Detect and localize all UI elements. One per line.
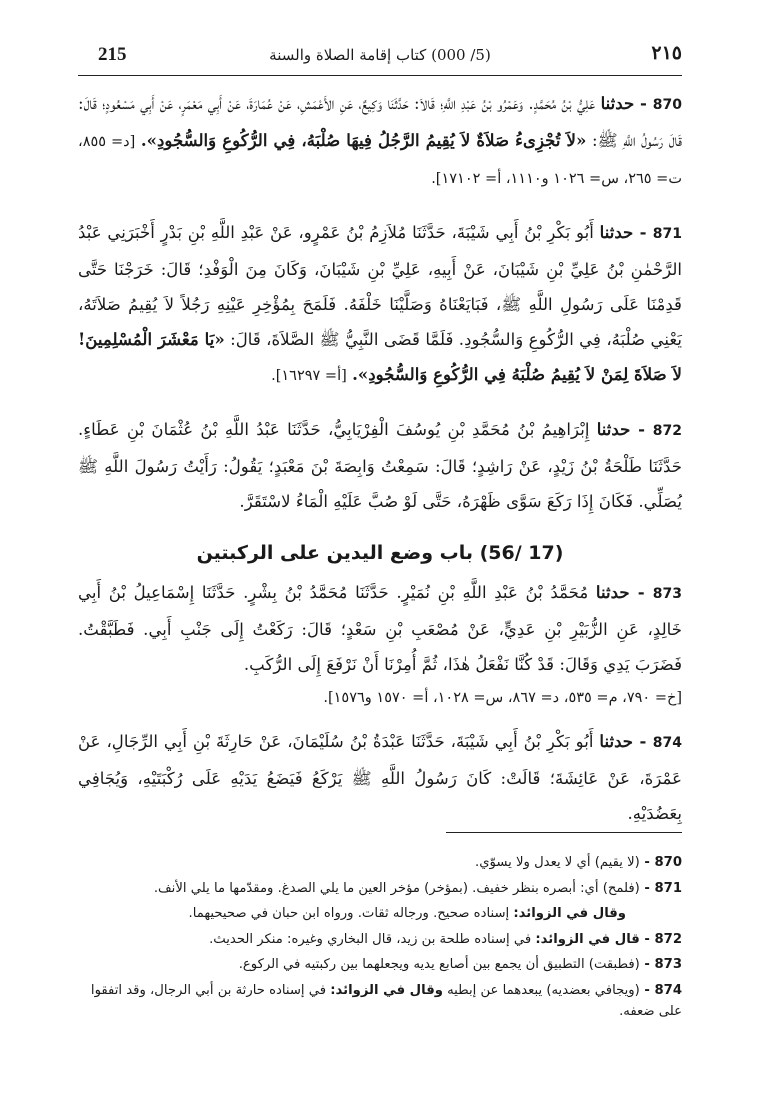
hadith-opening: حدثنا bbox=[595, 582, 630, 602]
footnote-number: 870 bbox=[654, 855, 682, 870]
hadith-number: 870 bbox=[652, 97, 682, 113]
hadith-opening: حدثنا bbox=[599, 222, 634, 242]
hadith-references: [خ= ٧٩٠، م= ٥٣٥، د= ٨٦٧، س= ١٠٢٨، أ= ١٥٧٠ و١٥٧٦]. bbox=[323, 690, 682, 706]
hadith-opening: حدثنا bbox=[596, 419, 631, 439]
footnote-text: إسناده صحيح. ورجاله ثقات. ورواه ابن حبان في صحيحيهما. bbox=[188, 906, 510, 921]
hadith-text: إِبْرَاهِيمُ بْنُ مُحَمَّدِ بْنِ يُوسُفَ الْفِرْيَابِيُّ، حَدَّثَنَا عَبْدُ اللَّهِ بْنُ عُثْمَانَ بْنِ عَطَاءٍ. حَدَّثَنَا طَلْحَةُ بْنُ زَيْدٍ، عَنْ رَاشِدٍ؛ قَالَ: سَمِعْتُ وَابِصَةَ بْنَ مَعْبَدٍ؛ يَقُولُ: رَأَيْتُ رَسُولَ اللَّهِ ﷺ يُصَلِّي. فَكَانَ إِذَا رَكَعَ سَوَّى ظَهْرَهُ، حَتَّى لَوْ صُبَّ عَلَيْهِ الْمَاءُ لاسْتَقَرَّ. bbox=[78, 420, 682, 511]
hadith-text: أَبُو بَكْرِ بْنُ أَبِي شَيْبَةَ، حَدَّثَنَا مُلاَزِمُ بْنُ عَمْرٍو، عَنْ عَبْدِ اللَّهِ بْنِ بَدْرٍ أَخْبَرَنِي عَبْدُ الرَّحْمٰنِ بْنُ عَلِيِّ بْنِ شَيْبَانَ، عَنْ أَبِيهِ، عَلِيِّ بْنِ شَيْبَانَ، وَكَانَ مِنَ الْوَفْدِ؛ قَالَ: خَرَجْنَا حَتَّى قَدِمْنَا عَلَى رَسُولِ اللَّهِ ﷺ، فَبَايَعْنَاهُ وَصَلَّيْنَا خَلْفَهُ. فَلَمَحَ بِمُؤْخِرِ عَيْنِهِ رَجُلاً لاَ يُقِيمُ صَلاَتَهُ، يَعْنِي صُلْبَهُ، فِي الرُّكُوعِ وَالسُّجُودِ. فَلَمَّا قَضَى النَّبِيُّ ﷺ الصَّلاَةَ، قَالَ: bbox=[78, 223, 683, 349]
footnotes bbox=[78, 852, 682, 1027]
hadith-references: [أ= ١٦٢٩٧]. bbox=[271, 368, 347, 384]
main-text bbox=[78, 86, 682, 849]
hadith-opening: حدثنا bbox=[599, 731, 634, 751]
hadith-number: 872 bbox=[652, 423, 682, 439]
hadith-873: 873 - حدثنا مُحَمَّدُ بْنُ عَبْدِ اللَّهِ بْنِ نُمَيْرٍ. حَدَّثَنَا مُحَمَّدُ بْنُ بِشْرٍ. حَدَّثَنَا إِسْمَاعِيلُ بْنُ أَبِي خَالِدٍ، عَنِ الزُّبَيْرِ بْنِ عَدِيٍّ، عَنْ مُصْعَبِ بْنِ سَعْدٍ؛ قَالَ: رَكَعْتُ إِلَى جَنْبِ أَبِي. فَطَبَّقْتُ. فَضَرَبَ يَدِي وَقَالَ: قَدْ كُنَّا نَفْعَلُ هٰذَا، ثُمَّ أُمِرْنَا أَنْ نَرْفَعَ إِلَى الرُّكَبِ. bbox=[78, 582, 682, 674]
hadith-number: 873 bbox=[652, 586, 682, 602]
hadith-870: 870 - حدثنا عَلِيُّ بْنُ مُحَمَّدٍ. وَعَمْرُو بْنُ عَبْدِ اللَّهِ؛ قَالاَ: حَدَّثَنَا وَكِيعٌ، عَنِ الأَعْمَشِ، عَنْ عُمَارَةَ، عَنْ أَبِي مَعْمَرٍ، عَنْ أَبِي مَسْعُودٍ؛ قَالَ: قَالَ رَسُولُ اللَّهِ ﷺ: «لاَ تُجْزِىءُ صَلاَةٌ لاَ يُقِيمُ الرَّجُلُ فِيهَا صُلْبَهُ، فِي الرُّكُوعِ وَالسُّجُودِ». [د= ٨٥٥، ت= ٢٦٥، س= ١٠٢٦ و١١١٠، أ= ١٧١٠٢]. bbox=[78, 93, 683, 187]
footnote-label: وقال في الزوائد: bbox=[513, 906, 626, 921]
hadith-number: 871 bbox=[652, 226, 683, 242]
footnote-text: في إسناده طلحة بن زيد، قال البخاري وغيره: منكر الحديث. bbox=[209, 931, 532, 947]
hadith-text: أَبُو بَكْرِ بْنُ أَبِي شَيْبَةَ، حَدَّثَنَا عَبْدَةُ بْنُ سُلَيْمَانَ، عَنْ حَارِثَةَ بْنِ أَبِي الرِّجَالِ، عَنْ عَمْرَةَ، عَنْ عَائِشَةَ؛ قَالَتْ: كَانَ رَسُولُ اللَّهِ ﷺ يَرْكَعُ فَيَضَعُ يَدَيْهِ عَلَى رُكْبَتَيْهِ، وَيُجَافِي بِعَضُدَيْهِ. bbox=[78, 732, 682, 823]
hadith-text: عَلِيُّ بْنُ مُحَمَّدٍ. وَعَمْرُو بْنُ عَبْدِ اللَّهِ؛ قَالاَ: حَدَّثَنَا وَكِيعٌ، عَنِ الأَعْمَشِ، عَنْ عُمَارَةَ، عَنْ أَبِي مَعْمَرٍ، عَنْ أَبِي مَسْعُودٍ؛ قَالَ: قَالَ رَسُولُ اللَّهِ ﷺ: bbox=[78, 94, 683, 150]
footnote-text: (فلمح) أي: أبصره بنظر خفيف. (بمؤخر) مؤخر العين ما يلي الصدغ. ومقدّمها ما يلي الأنف. bbox=[153, 880, 640, 896]
running-header bbox=[78, 36, 682, 76]
footnote-number: 872 bbox=[654, 931, 682, 947]
hadith-number: 874 bbox=[652, 735, 682, 751]
footnote-text: (لا يقيم) أي لا يعدل ولا يسوّي. bbox=[475, 855, 640, 870]
footnote-number: 871 bbox=[654, 880, 682, 896]
footnote-text: (فطبقت) التطبيق أن يجمع بين أصابع يديه ويجعلهما بين ركبتيه في الركوع. bbox=[238, 957, 640, 972]
footnote-873: 873 - (فطبقت) التطبيق أن يجمع بين أصابع يديه ويجعلهما بين ركبتيه في الركوع. bbox=[238, 957, 682, 972]
footnote-text: (ويجافي بعضديه) يبعدهما عن إبطيه bbox=[447, 982, 640, 998]
hadith-opening: حدثنا bbox=[600, 93, 635, 113]
hadith-871: 871 - حدثنا أَبُو بَكْرِ بْنُ أَبِي شَيْبَةَ، حَدَّثَنَا مُلاَزِمُ بْنُ عَمْرٍو، عَنْ عَبْدِ اللَّهِ بْنِ بَدْرٍ أَخْبَرَنِي عَبْدُ الرَّحْمٰنِ بْنُ عَلِيِّ بْنِ شَيْبَانَ، عَنْ أَبِيهِ، عَلِيِّ بْنِ شَيْبَانَ، وَكَانَ مِنَ الْوَفْدِ؛ قَالَ: خَرَجْنَا حَتَّى قَدِمْنَا عَلَى رَسُولِ اللَّهِ ﷺ، فَبَايَعْنَاهُ وَصَلَّيْنَا خَلْفَهُ. فَلَمَحَ بِمُؤْخِرِ عَيْنِهِ رَجُلاً لاَ يُقِيمُ صَلاَتَهُ، يَعْنِي صُلْبَهُ، فِي الرُّكُوعِ وَالسُّجُودِ. فَلَمَّا قَضَى النَّبِيُّ ﷺ الصَّلاَةَ، قَالَ: «يَا مَعْشَرَ الْمُسْلِمِينَ! لاَ صَلاَةَ لِمَنْ لاَ يُقِيمُ صُلْبَهُ فِي الرُّكُوعِ وَالسُّجُودِ». [أ= ١٦٢٩٧]. bbox=[78, 222, 683, 384]
page-number-arabic: ٢١٥ bbox=[651, 42, 682, 64]
prophetic-saying: «يَا مَعْشَرَ الْمُسْلِمِينَ! لاَ صَلاَةَ لِمَنْ لاَ يُقِيمُ صُلْبَهُ فِي الرُّكُوعِ وَالسُّجُودِ». bbox=[78, 329, 682, 384]
footnote-text-2: في إسناده حارثة بن أبي الرجال، وقد اتفقوا على ضعفه. bbox=[90, 982, 682, 1019]
running-title: (5/ 000) كتاب إقامة الصلاة والسنة bbox=[269, 46, 491, 64]
footnote-871-zawaid bbox=[78, 903, 682, 925]
hadith-text: مُحَمَّدُ بْنُ عَبْدِ اللَّهِ بْنِ نُمَيْرٍ. حَدَّثَنَا مُحَمَّدُ بْنُ بِشْرٍ. حَدَّثَنَا إِسْمَاعِيلُ بْنُ أَبِي خَالِدٍ، عَنِ الزُّبَيْرِ بْنِ عَدِيٍّ، عَنْ مُصْعَبِ بْنِ سَعْدٍ؛ قَالَ: رَكَعْتُ إِلَى جَنْبِ أَبِي. فَطَبَّقْتُ. فَضَرَبَ يَدِي وَقَالَ: قَدْ كُنَّا نَفْعَلُ هٰذَا، ثُمَّ أُمِرْنَا أَنْ نَرْفَعَ إِلَى الرُّكَبِ. bbox=[78, 583, 682, 674]
footnote-874: 874 - (ويجافي بعضديه) يبعدهما عن إبطيه وقال في الزوائد: في إسناده حارثة بن أبي الرجال، وقد اتفقوا على ضعفه. bbox=[90, 982, 682, 1019]
hadith-references: [د= ٨٥٥، ت= ٢٦٥، س= ١٠٢٦ و١١١٠، أ= ١٧١٠٢]. bbox=[78, 134, 682, 187]
footnote-label: قال في الزوائد: bbox=[535, 931, 640, 947]
header-rule bbox=[78, 75, 682, 76]
footnote-number: 873 bbox=[654, 957, 682, 972]
footnote-872: 872 - قال في الزوائد: في إسناده طلحة بن زيد، قال البخاري وغيره: منكر الحديث. bbox=[209, 931, 682, 947]
footnote-870: 870 - (لا يقيم) أي لا يعدل ولا يسوّي. bbox=[475, 855, 682, 870]
footnote-rule bbox=[446, 832, 682, 833]
chapter-heading: (17 /56) باب وضع اليدين على الركبتين bbox=[196, 542, 564, 564]
page-number-latin: 215 bbox=[98, 44, 127, 65]
footnote-label: وقال في الزوائد: bbox=[330, 982, 443, 998]
footnote-871: 871 - (فلمح) أي: أبصره بنظر خفيف. (بمؤخر) مؤخر العين ما يلي الصدغ. ومقدّمها ما يلي الأنف. bbox=[153, 880, 682, 896]
prophetic-saying: «لاَ تُجْزِىءُ صَلاَةٌ لاَ يُقِيمُ الرَّجُلُ فِيهَا صُلْبَهُ، فِي الرُّكُوعِ وَالسُّجُودِ». bbox=[140, 130, 587, 150]
footnote-number: 874 bbox=[654, 982, 682, 998]
hadith-872: 872 - حدثنا إِبْرَاهِيمُ بْنُ مُحَمَّدِ بْنِ يُوسُفَ الْفِرْيَابِيُّ، حَدَّثَنَا عَبْدُ اللَّهِ بْنُ عُثْمَانَ بْنِ عَطَاءٍ. حَدَّثَنَا طَلْحَةُ بْنُ زَيْدٍ، عَنْ رَاشِدٍ؛ قَالَ: سَمِعْتُ وَابِصَةَ بْنَ مَعْبَدٍ؛ يَقُولُ: رَأَيْتُ رَسُولَ اللَّهِ ﷺ يُصَلِّي. فَكَانَ إِذَا رَكَعَ سَوَّى ظَهْرَهُ، حَتَّى لَوْ صُبَّ عَلَيْهِ الْمَاءُ لاسْتَقَرَّ. bbox=[78, 419, 682, 511]
hadith-874: 874 - حدثنا أَبُو بَكْرِ بْنُ أَبِي شَيْبَةَ، حَدَّثَنَا عَبْدَةُ بْنُ سُلَيْمَانَ، عَنْ حَارِثَةَ بْنِ أَبِي الرِّجَالِ، عَنْ عَمْرَةَ، عَنْ عَائِشَةَ؛ قَالَتْ: كَانَ رَسُولُ اللَّهِ ﷺ يَرْكَعُ فَيَضَعُ يَدَيْهِ عَلَى رُكْبَتَيْهِ، وَيُجَافِي بِعَضُدَيْهِ. bbox=[78, 731, 682, 823]
